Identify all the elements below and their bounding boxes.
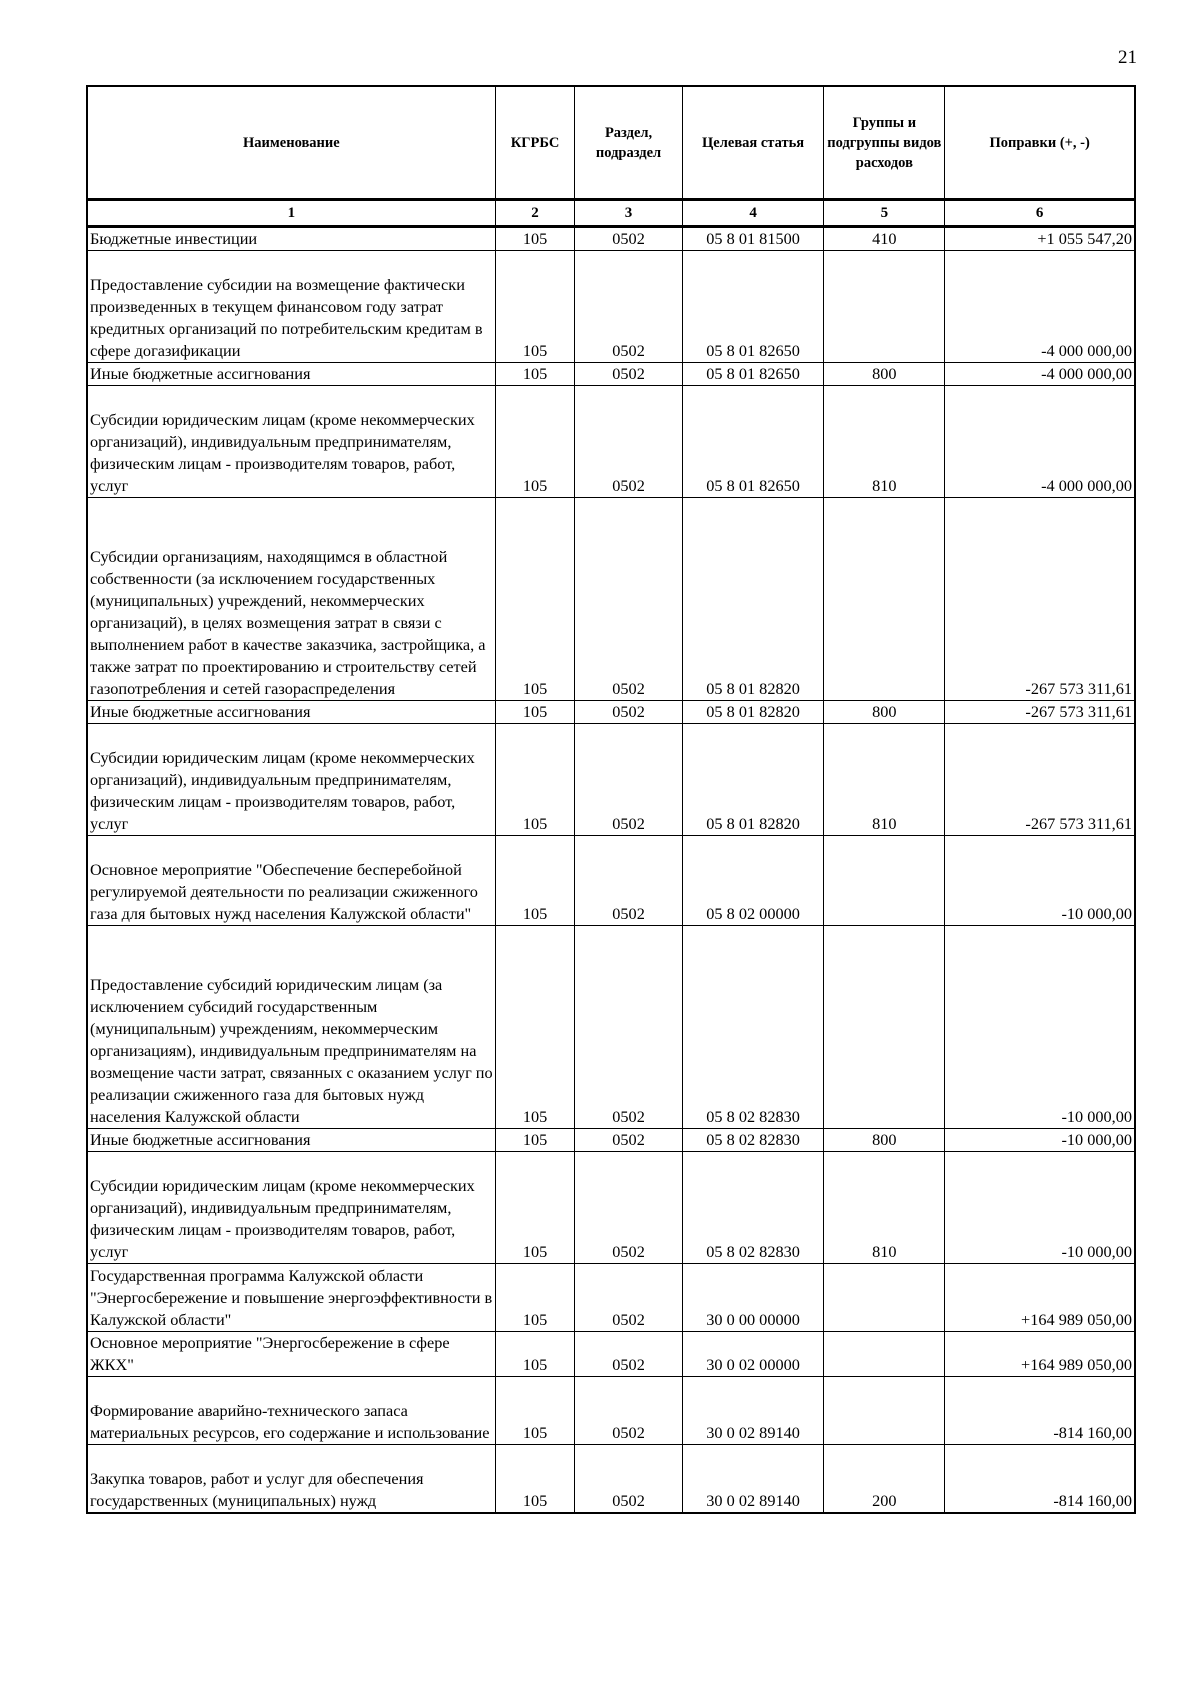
row-kgrbs: 105 <box>495 498 575 701</box>
table-row <box>87 1129 1135 1152</box>
row-razdel: 0502 <box>575 1129 682 1152</box>
row-csr: 05 8 02 82830 <box>682 1152 824 1264</box>
row-amount: -267 573 311,61 <box>945 498 1135 701</box>
budget-amendments-table <box>86 85 1136 1514</box>
row-name: Закупка товаров, работ и услуг для обеспечения государственных (муниципальных) нужд <box>87 1445 495 1513</box>
row-vr: 800 <box>824 701 945 724</box>
row-razdel: 0502 <box>575 251 682 363</box>
table-row <box>87 227 1135 251</box>
row-razdel: 0502 <box>575 363 682 386</box>
row-vr <box>824 1264 945 1332</box>
row-name: Основное мероприятие "Энергосбережение в сфере ЖКХ" <box>87 1332 495 1377</box>
table-body <box>87 227 1135 1513</box>
row-vr: 800 <box>824 363 945 386</box>
row-amount: +1 055 547,20 <box>945 227 1135 251</box>
column-header-kgrbs: КГРБС <box>495 86 575 200</box>
row-vr <box>824 1332 945 1377</box>
row-csr: 05 8 02 00000 <box>682 836 824 926</box>
row-razdel: 0502 <box>575 1377 682 1445</box>
table-row <box>87 1152 1135 1264</box>
row-amount: -267 573 311,61 <box>945 701 1135 724</box>
column-number: 3 <box>575 200 682 227</box>
row-name: Бюджетные инвестиции <box>87 227 495 251</box>
row-vr <box>824 498 945 701</box>
row-name: Формирование аварийно-технического запаса материальных ресурсов, его содержание и использование <box>87 1377 495 1445</box>
table-row <box>87 251 1135 363</box>
row-kgrbs: 105 <box>495 836 575 926</box>
row-name: Иные бюджетные ассигнования <box>87 701 495 724</box>
column-header-amount: Поправки (+, -) <box>945 86 1135 200</box>
column-header-vr: Группы и подгруппы видов расходов <box>824 86 945 200</box>
row-csr: 05 8 01 82650 <box>682 363 824 386</box>
column-header-name: Наименование <box>87 86 495 200</box>
row-amount: +164 989 050,00 <box>945 1264 1135 1332</box>
row-amount: -267 573 311,61 <box>945 724 1135 836</box>
row-name: Предоставление субсидии на возмещение фактически произведенных в текущем финансовом году затрат кредитных организаций по потребительским кредитам в сфере догазификации <box>87 251 495 363</box>
table-row <box>87 1332 1135 1377</box>
row-vr: 410 <box>824 227 945 251</box>
column-number: 2 <box>495 200 575 227</box>
row-kgrbs: 105 <box>495 1152 575 1264</box>
column-number-row <box>87 200 1135 227</box>
column-number: 6 <box>945 200 1135 227</box>
row-vr <box>824 926 945 1129</box>
row-csr: 05 8 02 82830 <box>682 1129 824 1152</box>
row-vr: 810 <box>824 386 945 498</box>
row-csr: 30 0 02 00000 <box>682 1332 824 1377</box>
row-csr: 05 8 01 82650 <box>682 386 824 498</box>
row-amount: -10 000,00 <box>945 1129 1135 1152</box>
row-csr: 05 8 01 81500 <box>682 227 824 251</box>
table-row <box>87 363 1135 386</box>
row-razdel: 0502 <box>575 386 682 498</box>
row-name: Субсидии организациям, находящимся в областной собственности (за исключением государственных (муниципальных) учреждений, некоммерческих организаций), в целях возмещения затрат в связи с выполнением работ в качестве заказчика, застройщика, а также затрат по проектированию и строительству сетей газопотребления и сетей газораспределения <box>87 498 495 701</box>
row-kgrbs: 105 <box>495 926 575 1129</box>
row-vr: 810 <box>824 724 945 836</box>
table-row <box>87 926 1135 1129</box>
table-row <box>87 1264 1135 1332</box>
row-name: Субсидии юридическим лицам (кроме некоммерческих организаций), индивидуальным предпринимателям, физическим лицам - производителям товаров, работ, услуг <box>87 1152 495 1264</box>
row-vr: 810 <box>824 1152 945 1264</box>
table-row <box>87 836 1135 926</box>
row-amount: -4 000 000,00 <box>945 363 1135 386</box>
row-csr: 05 8 02 82830 <box>682 926 824 1129</box>
column-number: 4 <box>682 200 824 227</box>
row-amount: -10 000,00 <box>945 836 1135 926</box>
page-number: 21 <box>1118 47 1137 68</box>
row-kgrbs: 105 <box>495 1377 575 1445</box>
row-kgrbs: 105 <box>495 701 575 724</box>
row-amount: -814 160,00 <box>945 1445 1135 1513</box>
row-amount: -814 160,00 <box>945 1377 1135 1445</box>
row-razdel: 0502 <box>575 498 682 701</box>
row-kgrbs: 105 <box>495 1129 575 1152</box>
row-vr <box>824 836 945 926</box>
row-razdel: 0502 <box>575 836 682 926</box>
column-number: 1 <box>87 200 495 227</box>
row-razdel: 0502 <box>575 227 682 251</box>
table-row <box>87 386 1135 498</box>
row-amount: +164 989 050,00 <box>945 1332 1135 1377</box>
row-kgrbs: 105 <box>495 386 575 498</box>
row-razdel: 0502 <box>575 926 682 1129</box>
row-csr: 05 8 01 82650 <box>682 251 824 363</box>
row-csr: 30 0 00 00000 <box>682 1264 824 1332</box>
table-row <box>87 701 1135 724</box>
row-name: Субсидии юридическим лицам (кроме некоммерческих организаций), индивидуальным предпринимателям, физическим лицам - производителям товаров, работ, услуг <box>87 386 495 498</box>
row-kgrbs: 105 <box>495 1445 575 1513</box>
column-header-csr: Целевая статья <box>682 86 824 200</box>
row-csr: 05 8 01 82820 <box>682 724 824 836</box>
row-csr: 30 0 02 89140 <box>682 1445 824 1513</box>
row-name: Иные бюджетные ассигнования <box>87 363 495 386</box>
row-razdel: 0502 <box>575 724 682 836</box>
table-row <box>87 498 1135 701</box>
row-amount: -10 000,00 <box>945 1152 1135 1264</box>
row-csr: 05 8 01 82820 <box>682 498 824 701</box>
row-razdel: 0502 <box>575 1332 682 1377</box>
row-kgrbs: 105 <box>495 227 575 251</box>
row-kgrbs: 105 <box>495 363 575 386</box>
row-razdel: 0502 <box>575 1152 682 1264</box>
row-kgrbs: 105 <box>495 724 575 836</box>
row-vr <box>824 1377 945 1445</box>
row-name: Предоставление субсидий юридическим лицам (за исключением субсидий государственным (муниципальным) учреждениям, некоммерческим организациям), индивидуальным предпринимателям на возмещение части затрат, связанных с оказанием услуг по реализации сжиженного газа для бытовых нужд населения Калужской области <box>87 926 495 1129</box>
table-row <box>87 1445 1135 1513</box>
table-header-row <box>87 86 1135 200</box>
row-kgrbs: 105 <box>495 251 575 363</box>
row-razdel: 0502 <box>575 1264 682 1332</box>
column-number: 5 <box>824 200 945 227</box>
row-csr: 05 8 01 82820 <box>682 701 824 724</box>
row-amount: -4 000 000,00 <box>945 251 1135 363</box>
row-vr: 800 <box>824 1129 945 1152</box>
row-kgrbs: 105 <box>495 1332 575 1377</box>
row-amount: -4 000 000,00 <box>945 386 1135 498</box>
row-vr: 200 <box>824 1445 945 1513</box>
row-kgrbs: 105 <box>495 1264 575 1332</box>
row-razdel: 0502 <box>575 1445 682 1513</box>
row-name: Субсидии юридическим лицам (кроме некоммерческих организаций), индивидуальным предпринимателям, физическим лицам - производителям товаров, работ, услуг <box>87 724 495 836</box>
row-csr: 30 0 02 89140 <box>682 1377 824 1445</box>
table-row <box>87 1377 1135 1445</box>
row-name: Иные бюджетные ассигнования <box>87 1129 495 1152</box>
row-name: Государственная программа Калужской области "Энергосбережение и повышение энергоэффективности в Калужской области" <box>87 1264 495 1332</box>
column-header-razdel: Раздел, подраздел <box>575 86 682 200</box>
row-amount: -10 000,00 <box>945 926 1135 1129</box>
table-row <box>87 724 1135 836</box>
row-razdel: 0502 <box>575 701 682 724</box>
row-vr <box>824 251 945 363</box>
row-name: Основное мероприятие "Обеспечение бесперебойной регулируемой деятельности по реализации сжиженного газа для бытовых нужд населения Калужской области" <box>87 836 495 926</box>
